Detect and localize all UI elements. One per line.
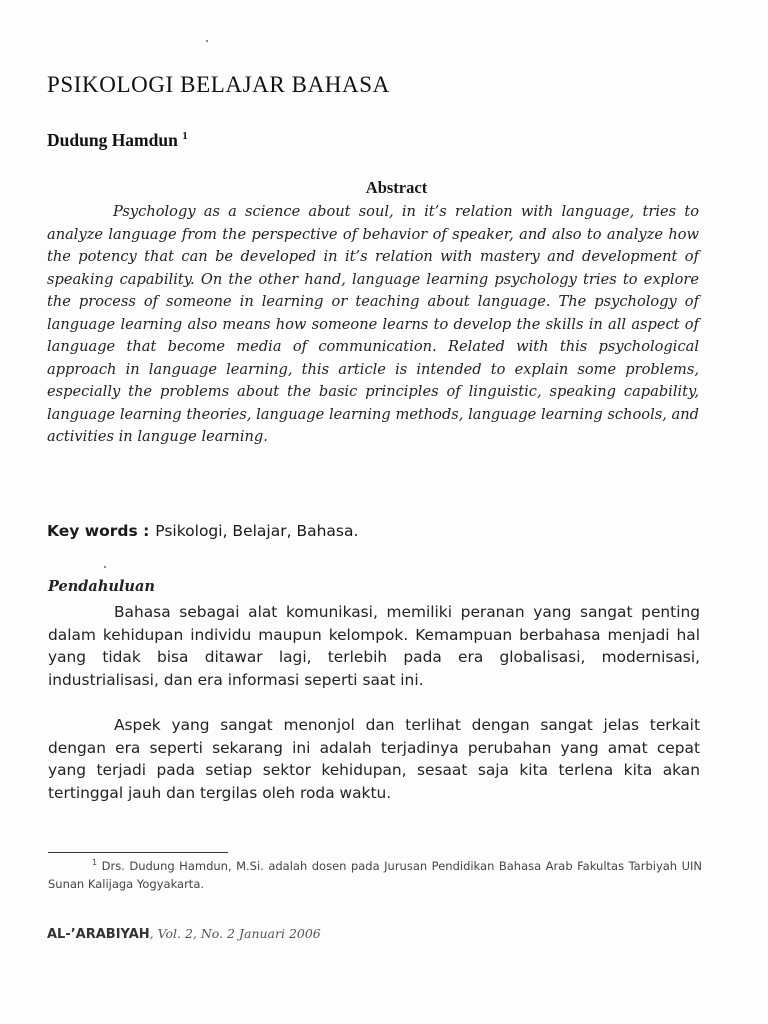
keywords-line	[47, 522, 358, 540]
footnote	[48, 858, 702, 893]
scan-speck	[206, 40, 208, 42]
section-heading: Pendahuluan	[48, 578, 155, 595]
keywords-label: Key words :	[47, 522, 150, 540]
author-name: Dudung Hamdun	[47, 130, 178, 150]
author-line	[47, 130, 188, 151]
footnote-divider	[48, 852, 228, 853]
keywords-value: Psikologi, Belajar, Bahasa.	[155, 522, 359, 540]
footnote-text: Drs. Dudung Hamdun, M.Si. adalah dosen pada Jurusan Pendidikan Bahasa Arab Fakultas Tarbiyah UIN Sunan Kalijaga Yogyakarta.	[48, 859, 703, 891]
body-paragraph: Aspek yang sangat menonjol dan terlihat dengan sangat jelas terkait dengan era seperti sekarang ini adalah terjadinya perubahan yang amat cepat yang terjadi pada setiap sektor kehidupan, sesaat saja kita terlena kita akan tertinggal jauh dan tergilas oleh roda waktu.	[48, 716, 700, 802]
journal-footer	[47, 926, 321, 942]
scan-speck	[104, 566, 106, 568]
abstract-heading: Abstract	[365, 178, 428, 197]
journal-issue: , Vol. 2, No. 2 Januari 2006	[149, 926, 321, 941]
abstract-text: Psychology as a science about soul, in it’s relation with language, tries to analyze language from the perspective of behavior of speaker, and also to analyze how the potency that can be developed in it’s relation with mastery and development of speaking capability. On the other hand, language learning psychology tries to explore the process of someone in learning or teaching about language. The psychology of language learning also means how someone learns to develop the skills in all aspect of language that become media of communication. Related with this psychological approach in language learning, this article is intended to explain some problems, especially the problems about the basic principles of linguistic, speaking capability, language learning theories, language learning methods, language learning schools, and activities in languge learning.	[47, 203, 699, 445]
author-footnote-mark: 1	[182, 130, 188, 143]
journal-name: AL-’ARABIYAH	[47, 927, 150, 942]
paper-title: PSIKOLOGI BELAJAR BAHASA	[47, 72, 390, 97]
footnote-mark: 1	[92, 858, 98, 868]
body-paragraph: Bahasa sebagai alat komunikasi, memiliki peranan yang sangat penting dalam kehidupan individu maupun kelompok. Kemampuan berbahasa menjadi hal yang tidak bisa ditawar lagi, terlebih pada era globalisasi, modernisasi, industrialisasi, dan era informasi seperti saat ini.	[48, 603, 700, 689]
